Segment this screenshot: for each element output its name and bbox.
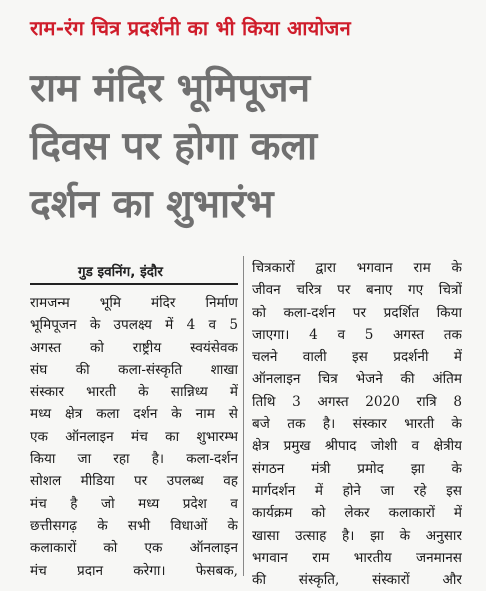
kicker-headline: राम-रंग चित्र प्रदर्शनी का भी किया आयोजन <box>30 16 351 40</box>
body-text-line: भूमिपूजन के उपलक्ष्य में 4 व 5 <box>30 317 238 334</box>
body-text-line: की संस्कृति, संस्कारों और <box>252 572 462 589</box>
body-text-line: छत्तीसगढ़ के सभी विधाओं के <box>30 517 238 534</box>
body-text-line: सोशल मीडिया पर उपलब्ध वह <box>30 473 238 490</box>
byline: गुड इवनिंग, इंदौर <box>78 264 163 280</box>
body-text-line: कार्यक्रम को लेकर कलाकारों में <box>252 505 462 522</box>
article-column-right <box>252 257 462 591</box>
body-text-line: चलने वाली इस प्रदर्शनी में <box>252 349 462 366</box>
column-divider <box>243 256 244 576</box>
body-text-line: खासा उत्साह है। झा के अनुसार <box>252 527 462 544</box>
body-text-line: बजे तक है। संस्कार भारती के <box>252 416 462 433</box>
body-text-line: तिथि 3 अगस्त 2020 रात्रि 8 <box>252 393 462 410</box>
body-text-line: संघ की कला-संस्कृति शाखा <box>30 361 238 378</box>
body-text-line: संस्कार भारती के सान्निध्य में <box>30 384 238 401</box>
body-text-line: किया जा रहा है। कला-दर्शन <box>30 451 238 468</box>
body-text-line: संगठन मंत्री प्रमोद झा के <box>252 460 462 477</box>
body-text-line: जाएगा। 4 व 5 अगस्त तक <box>252 326 462 343</box>
body-text-line: अगस्त को राष्ट्रीय स्वयंसेवक <box>30 339 238 356</box>
body-text-line: जीवन चरित्र पर बनाए गए चित्रों <box>252 282 462 299</box>
headline-line: राम मंदिर भूमिपूजन <box>30 66 311 111</box>
headline-line: दर्शन का शुभारंभ <box>30 182 274 227</box>
article-column-left <box>30 292 238 582</box>
body-text-line: रामजन्म भूमि मंदिर निर्माण <box>30 295 238 311</box>
body-text-line: कलाकारों को एक ऑनलाइन <box>30 540 238 557</box>
main-headline <box>30 60 470 234</box>
body-text-line: एक ऑनलाइन मंच का शुभारम्भ <box>30 428 238 445</box>
body-text-line: मार्गदर्शन में होने जा रहे इस <box>252 482 462 499</box>
body-text-line: भगवान राम भारतीय जनमानस <box>252 549 462 566</box>
body-text-line: मंच प्रदान करेगा। फेसबक, <box>30 562 238 579</box>
body-text-line: क्षेत्र प्रमुख श्रीपाद जोशी व क्षेत्रीय <box>252 438 462 455</box>
body-text-line: चित्रकारों द्वारा भगवान राम के <box>252 260 462 276</box>
body-text-line: ऑनलाइन चित्र भेजने की अंतिम <box>252 371 462 388</box>
body-text-line: को कला-दर्शन पर प्रदर्शित किया <box>252 304 462 321</box>
headline-line: दिवस पर होगा कला <box>30 124 318 169</box>
body-text-line: मंच है जो मध्य प्रदेश व <box>30 495 238 512</box>
body-text-line: मध्य क्षेत्र कला दर्शन के नाम से <box>30 406 238 423</box>
byline-rule <box>30 283 238 285</box>
